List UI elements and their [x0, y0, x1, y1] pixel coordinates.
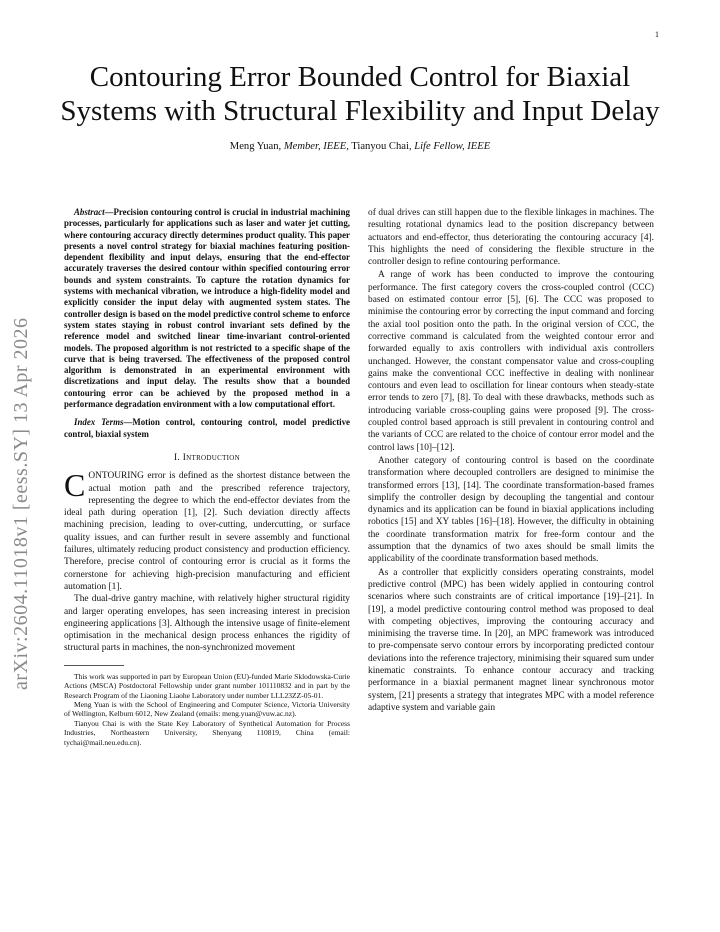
paper-title: Contouring Error Bounded Control for Biaxial Systems with Structural Flexibility and Input Delay — [60, 61, 660, 127]
index-terms — [64, 417, 350, 440]
abstract-label: Abstract — [74, 207, 105, 217]
arxiv-identifier: arXiv:2604.11018v1 [eess.SY] 13 Apr 2026 — [10, 317, 32, 690]
footnote-author1: Meng Yuan is with the School of Engineering and Computer Science, Victoria University of Wellington, Kelburn 6012, New Zealand (emails: meng.yuan@vuw.ac.nz). — [64, 699, 350, 719]
author-role: Member, IEEE — [283, 141, 347, 152]
author-name: Meng Yuan, — [229, 141, 282, 152]
page-number: 1 — [655, 30, 659, 39]
footnote-funding: This work was supported in part by European Union (EU)-funded Marie Sklodowska-Curie Actions (MSCA) Postdoctoral Fellowship under grant number 101110832 and in part by the Research Program of the Liaoning Liaohe Laboratory under number LLL23ZZ-05-01. — [64, 671, 350, 700]
body-paragraph: A range of work has been conducted to improve the contouring performance. The first category covers the cross-coupled control (CCC) based on estimated contour error [5], [6]. The CCC was proposed to minimise the contouring error by correcting the input command and forcing the axial tool position onto the path. In the original version of CCC, the corrective command is calculated from the weighted contour error and forwarded equally to axis controllers with individual axis controllers unchanged. However, the constant compensator value and cross-coupling gains make the conventional CCC ineffective in dealing with nonlinear contours and even lead to oscillation for linear contours when steady-state error tends to zero [7], [8]. To deal with these drawbacks, methods such as introducing variable cross-coupling gains were proposed [9]. The cross-coupled control based approach is still prevalent in contouring control and the variants of CCC are related to the choice of contour error model and the control laws [10]–[12]. — [368, 270, 654, 453]
body-paragraph: of dual drives can still happen due to the flexible linkages in machines. The resulting rotational dynamics lead to the position discrepancy between actuators and end-effector, thus deteriorating the contouring accuracy [4]. This highlights the need of considering the flexible structure in the controller design to refine contouring performance. — [368, 208, 654, 268]
index-terms-label: Index Terms — [74, 417, 124, 428]
left-column — [64, 207, 350, 747]
intro-paragraph — [64, 467, 350, 593]
author-line — [40, 141, 680, 152]
index-terms-text: —Motion control, contouring control, model predictive control, biaxial system — [64, 417, 350, 439]
body-paragraph: Another category of contouring control is based on the coordinate transformation where decoupled controllers are designed to minimise the transformed errors [13], [14]. The coordinate transformation-based frames simplify the controller design by decoupling the tangential and contour dynamics and its application can be found in biaxial applications including robotics [15] and XY tables [16]–[18]. However, the difficulty in obtaining the coordinate transformation matrix for free-form contour and the assumption that the dynamics of two axes should be small limits the applicability of the coordinate transformation based methods. — [368, 455, 654, 565]
author-name: , Tianyou Chai, — [346, 141, 412, 152]
right-column — [368, 207, 654, 714]
footnote-rule — [64, 665, 124, 666]
body-paragraph: The dual-drive gantry machine, with relatively higher structural rigidity and larger operating envelopes, has seen increasing interest in precision engineering applications [3]. Although the intensive usage of finite-element optimisation in the mechanical design process enhances the rigidity of structural parts in machines, the non-synchronized movement — [64, 594, 350, 654]
intro-text: ONTOURING error is defined as the shortest distance between the actual motion path and the prescribed reference trajectory, representing the degree to which the end-effector deviates from the ideal path during operation [1], [2]. Such deviation directly affects machining precision, leading to over-cutting, undercutting, or surface quality issues, and can further result in severe assembly and functional failures, ultimately reducing product consistency and production efficiency. Therefore, precise control of contouring error is crucial as it forms the cornerstone for achieving high-precision manufacturing and efficient automation [1]. — [64, 471, 350, 592]
author-role: Life Fellow, IEEE — [414, 141, 491, 152]
footnote-author2: Tianyou Chai is with the State Key Laboratory of Synthetical Automation for Process Industries, Northeastern University, Shenyang 110819, China (email: tychai@mail.neu.edu.cn). — [64, 718, 350, 747]
abstract-text: —Precision contouring control is crucial in industrial machining processes, particularly for applications such as laser and water jet cutting, where contouring accuracy directly determines product quality. This paper presents a novel control strategy for biaxial machines featuring position-dependent flexibility and input delays, ensuring that the end-effector accurately traverses the desired contour within specified contouring error bounds and system constraints. To capture the rotation dynamics for systems with mechanical vibration, we introduce a high-fidelity model and explicitly consider the input delay with augmented system states. The controller design is based on the model predictive control scheme to enforce system states staying in robust control invariant sets defined by the reference model and switched linear time-invariant control-oriented models. The proposed algorithm is not restricted to a specific shape of the curve that is being traversed. The effectiveness of the proposed control algorithm is demonstrated in an experimental environment with discretizations and input delay. The results show that a bounded contouring error can be achieved by the proposed method in a performance degradation environment with a low computational effort. — [64, 207, 350, 410]
drop-cap: C — [64, 467, 86, 504]
section-heading: I. Introduction — [173, 452, 240, 463]
body-paragraph: As a controller that explicitly considers operating constraints, model predictive control (MPC) has been widely applied in contouring control scenarios where such constraints are of critical importance [19]–[21]. In [19], a model predictive contouring control method was proposed to deal with competing objectives, improving the contouring accuracy and minimising the traverse time. In [20], an MPC framework was introduced to pre-compensate servo contour errors by incorporating predicted contour deviations into the reference trajectory, minimising their squared sum under kinematic constraints. To enhance contour accuracy and tracking performance in a biaxial permanent magnet linear synchronous motor system, [21] presents a strategy that integrates MPC with a model reference adaptive system and variable gain — [368, 567, 654, 713]
abstract — [64, 207, 350, 410]
